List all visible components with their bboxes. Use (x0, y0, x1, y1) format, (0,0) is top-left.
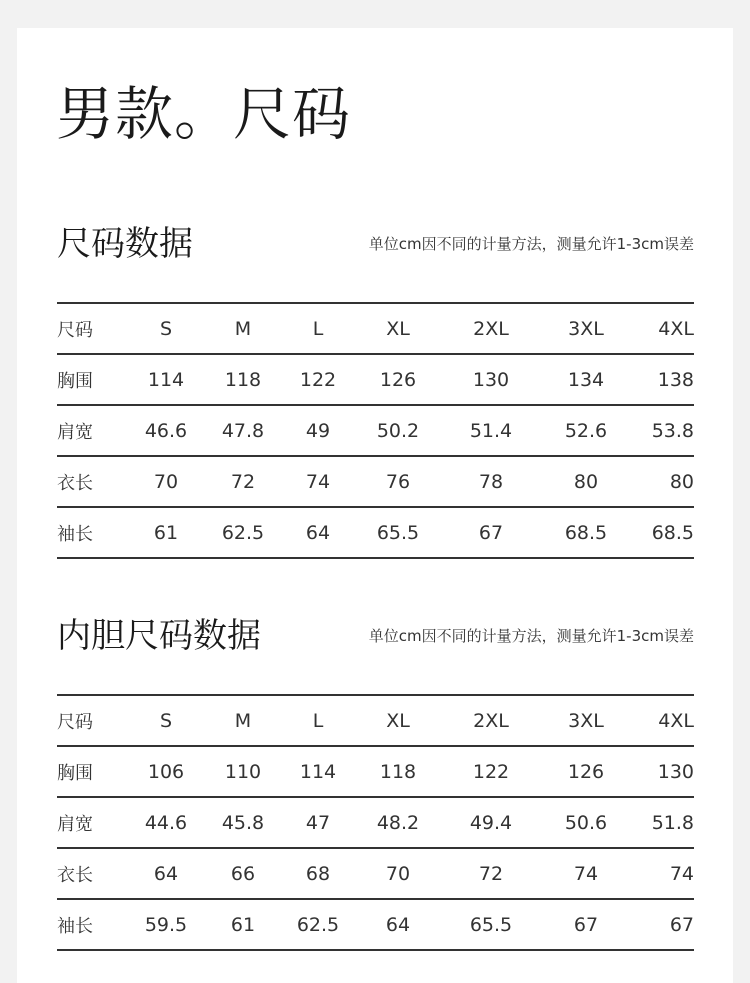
header-cell: S (127, 695, 205, 746)
header-cell: 尺码 (57, 303, 127, 354)
table-cell: 68.5 (631, 507, 694, 558)
size-table-liner (57, 694, 694, 951)
table-row (57, 405, 694, 456)
table-cell: 114 (281, 746, 355, 797)
header-cell: 2XL (441, 695, 541, 746)
table-cell: 65.5 (355, 507, 441, 558)
table-row (57, 797, 694, 848)
table-cell: 72 (205, 456, 281, 507)
table-cell: 62.5 (205, 507, 281, 558)
table-cell: 61 (205, 899, 281, 950)
header-cell: L (281, 695, 355, 746)
table-cell: 114 (127, 354, 205, 405)
table-cell: 118 (205, 354, 281, 405)
section-title: 内胆尺码数据 (57, 616, 261, 656)
row-label: 肩宽 (57, 405, 127, 456)
size-table-outer (57, 302, 694, 559)
size-section-liner (57, 614, 694, 937)
header-cell: XL (355, 303, 441, 354)
table-cell: 118 (355, 746, 441, 797)
row-label: 衣长 (57, 456, 127, 507)
header-cell: 尺码 (57, 695, 127, 746)
table-body (57, 695, 694, 950)
table-row (57, 746, 694, 797)
table-cell: 64 (355, 899, 441, 950)
page-title: 男款。尺码 (56, 80, 352, 148)
row-label: 胸围 (57, 354, 127, 405)
table-body (57, 303, 694, 558)
table-cell: 76 (355, 456, 441, 507)
table-cell: 64 (127, 848, 205, 899)
table-cell: 66 (205, 848, 281, 899)
table-cell: 49.4 (441, 797, 541, 848)
table-header-row (57, 303, 694, 354)
table-row (57, 354, 694, 405)
table-cell: 59.5 (127, 899, 205, 950)
header-cell: XL (355, 695, 441, 746)
section-header (57, 222, 694, 282)
table-row (57, 456, 694, 507)
table-cell: 74 (281, 456, 355, 507)
table-row (57, 848, 694, 899)
table-cell: 78 (441, 456, 541, 507)
table-cell: 70 (127, 456, 205, 507)
header-cell: 2XL (441, 303, 541, 354)
section-note: 单位cm因不同的计量方法，测量允许1-3cm误差 (368, 235, 694, 253)
table-cell: 52.6 (541, 405, 631, 456)
header-cell: L (281, 303, 355, 354)
table-cell: 46.6 (127, 405, 205, 456)
table-header-row (57, 695, 694, 746)
row-label: 袖长 (57, 899, 127, 950)
header-cell: 4XL (631, 695, 694, 746)
table-cell: 44.6 (127, 797, 205, 848)
table-cell: 130 (631, 746, 694, 797)
header-cell: 3XL (541, 303, 631, 354)
table-cell: 47 (281, 797, 355, 848)
size-section-outer (57, 222, 694, 545)
header-cell: M (205, 695, 281, 746)
table-cell: 134 (541, 354, 631, 405)
header-cell: S (127, 303, 205, 354)
header-cell: 4XL (631, 303, 694, 354)
table-cell: 48.2 (355, 797, 441, 848)
table-cell: 50.6 (541, 797, 631, 848)
table-cell: 64 (281, 507, 355, 558)
row-label: 胸围 (57, 746, 127, 797)
table-cell: 74 (541, 848, 631, 899)
table-cell: 51.8 (631, 797, 694, 848)
table-row (57, 899, 694, 950)
row-label: 袖长 (57, 507, 127, 558)
table-cell: 45.8 (205, 797, 281, 848)
table-cell: 49 (281, 405, 355, 456)
table-cell: 126 (541, 746, 631, 797)
table-cell: 68 (281, 848, 355, 899)
table-cell: 110 (205, 746, 281, 797)
table-cell: 80 (541, 456, 631, 507)
table-cell: 126 (355, 354, 441, 405)
table-cell: 67 (441, 507, 541, 558)
table-cell: 51.4 (441, 405, 541, 456)
table-cell: 65.5 (441, 899, 541, 950)
table-cell: 80 (631, 456, 694, 507)
row-label: 肩宽 (57, 797, 127, 848)
table-cell: 74 (631, 848, 694, 899)
table-cell: 130 (441, 354, 541, 405)
section-title: 尺码数据 (57, 224, 193, 264)
header-cell: 3XL (541, 695, 631, 746)
header-cell: M (205, 303, 281, 354)
table-cell: 61 (127, 507, 205, 558)
table-cell: 122 (281, 354, 355, 405)
table-cell: 67 (541, 899, 631, 950)
table-cell: 72 (441, 848, 541, 899)
table-cell: 50.2 (355, 405, 441, 456)
table-cell: 138 (631, 354, 694, 405)
section-header (57, 614, 694, 674)
table-cell: 53.8 (631, 405, 694, 456)
table-cell: 68.5 (541, 507, 631, 558)
table-cell: 67 (631, 899, 694, 950)
row-label: 衣长 (57, 848, 127, 899)
table-cell: 62.5 (281, 899, 355, 950)
table-cell: 122 (441, 746, 541, 797)
table-cell: 47.8 (205, 405, 281, 456)
table-row (57, 507, 694, 558)
section-note: 单位cm因不同的计量方法，测量允许1-3cm误差 (368, 627, 694, 645)
table-cell: 106 (127, 746, 205, 797)
table-cell: 70 (355, 848, 441, 899)
